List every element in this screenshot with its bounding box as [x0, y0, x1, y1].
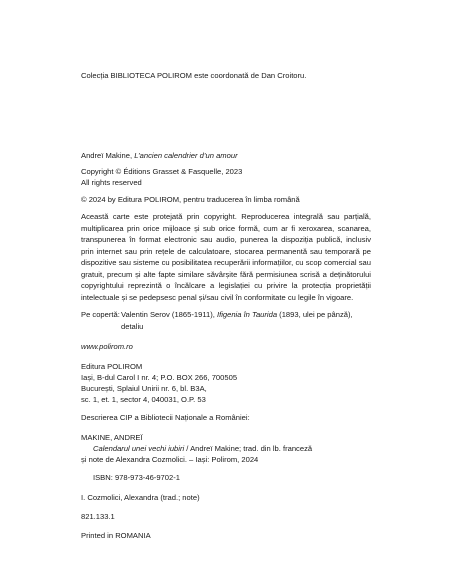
- cip-author: MAKINE, ANDREÏ: [81, 433, 143, 442]
- original-author: Andreï Makine,: [81, 151, 135, 160]
- cip-title: Calendarul unei vechi iubiri: [93, 444, 185, 453]
- cover-artist: Valentin Serov (1865-1911),: [121, 310, 217, 319]
- publisher-address-line1: Iași, B-dul Carol I nr. 4; P.O. BOX 266, 700505: [81, 373, 238, 382]
- website-link[interactable]: www.polirom.ro: [81, 342, 133, 351]
- cover-credit: [121, 309, 371, 332]
- legal-notice: Această carte este protejată prin copyright. Reproducerea integrală sau parțială, multiplicarea prin orice mijloace și sub orice formă, cum ar fi xeroxarea, scanarea, transpunerea în format electronic sau audio, punerea la dispoziția publică, inclusiv prin internet sau prin rețele de calculatoare, stocarea permanentă sau temporară pe dispozitive sau sisteme cu posibilitatea recuperării informațiilor, cu scop comercial sau gratuit, precum și alte fapte similare săvârșite fără permisiunea scrisă a deținătorului copyrightului reprezintă o încălcare a legislației cu privire la protecția proprietății intelectuale și se pedepsesc penal și/sau civil în conformitate cu legile în vigoare.: [81, 212, 371, 302]
- cip-heading: Descrierea CIP a Bibliotecii Naționale a României:: [81, 413, 250, 422]
- original-title-line: [81, 150, 238, 161]
- cover-label: Pe copertă:: [81, 310, 120, 319]
- cip-title-line: [93, 443, 312, 454]
- printed-in: Printed in ROMANIA: [81, 531, 151, 540]
- cip-details-line1: / Andreï Makine; trad. din lb. franceză: [184, 444, 313, 453]
- cover-artwork-details: (1893, ulei pe pânză), detaliu: [121, 310, 353, 331]
- publisher-address-line3: sc. 1, et. 1, sector 4, 040031, O.P. 53: [81, 395, 206, 404]
- cip-details-line2: și note de Alexandra Cozmolici. – Iași: Polirom, 2024: [81, 455, 259, 464]
- cover-artwork-title: Ifigenia în Taurida: [216, 310, 278, 319]
- isbn: ISBN: 978-973-46-9702-1: [93, 473, 180, 482]
- publisher-name: Editura POLIROM: [81, 362, 143, 371]
- rights-reserved: All rights reserved: [81, 178, 142, 187]
- classification-code: 821.133.1: [81, 512, 115, 521]
- original-title: L’ancien calendrier d’un amour: [134, 151, 238, 160]
- translation-copyright: © 2024 by Editura POLIROM, pentru traducerea în limba română: [81, 195, 300, 204]
- series-coordination-note: Colecția BIBLIOTECA POLIROM este coordonată de Dan Croitoru.: [81, 71, 307, 80]
- cip-contributor: I. Cozmolici, Alexandra (trad.; note): [81, 493, 200, 502]
- original-copyright: Copyright © Éditions Grasset & Fasquelle, 2023: [81, 167, 243, 176]
- publisher-address-line2: București, Splaiul Unirii nr. 6, bl. B3A,: [81, 384, 207, 393]
